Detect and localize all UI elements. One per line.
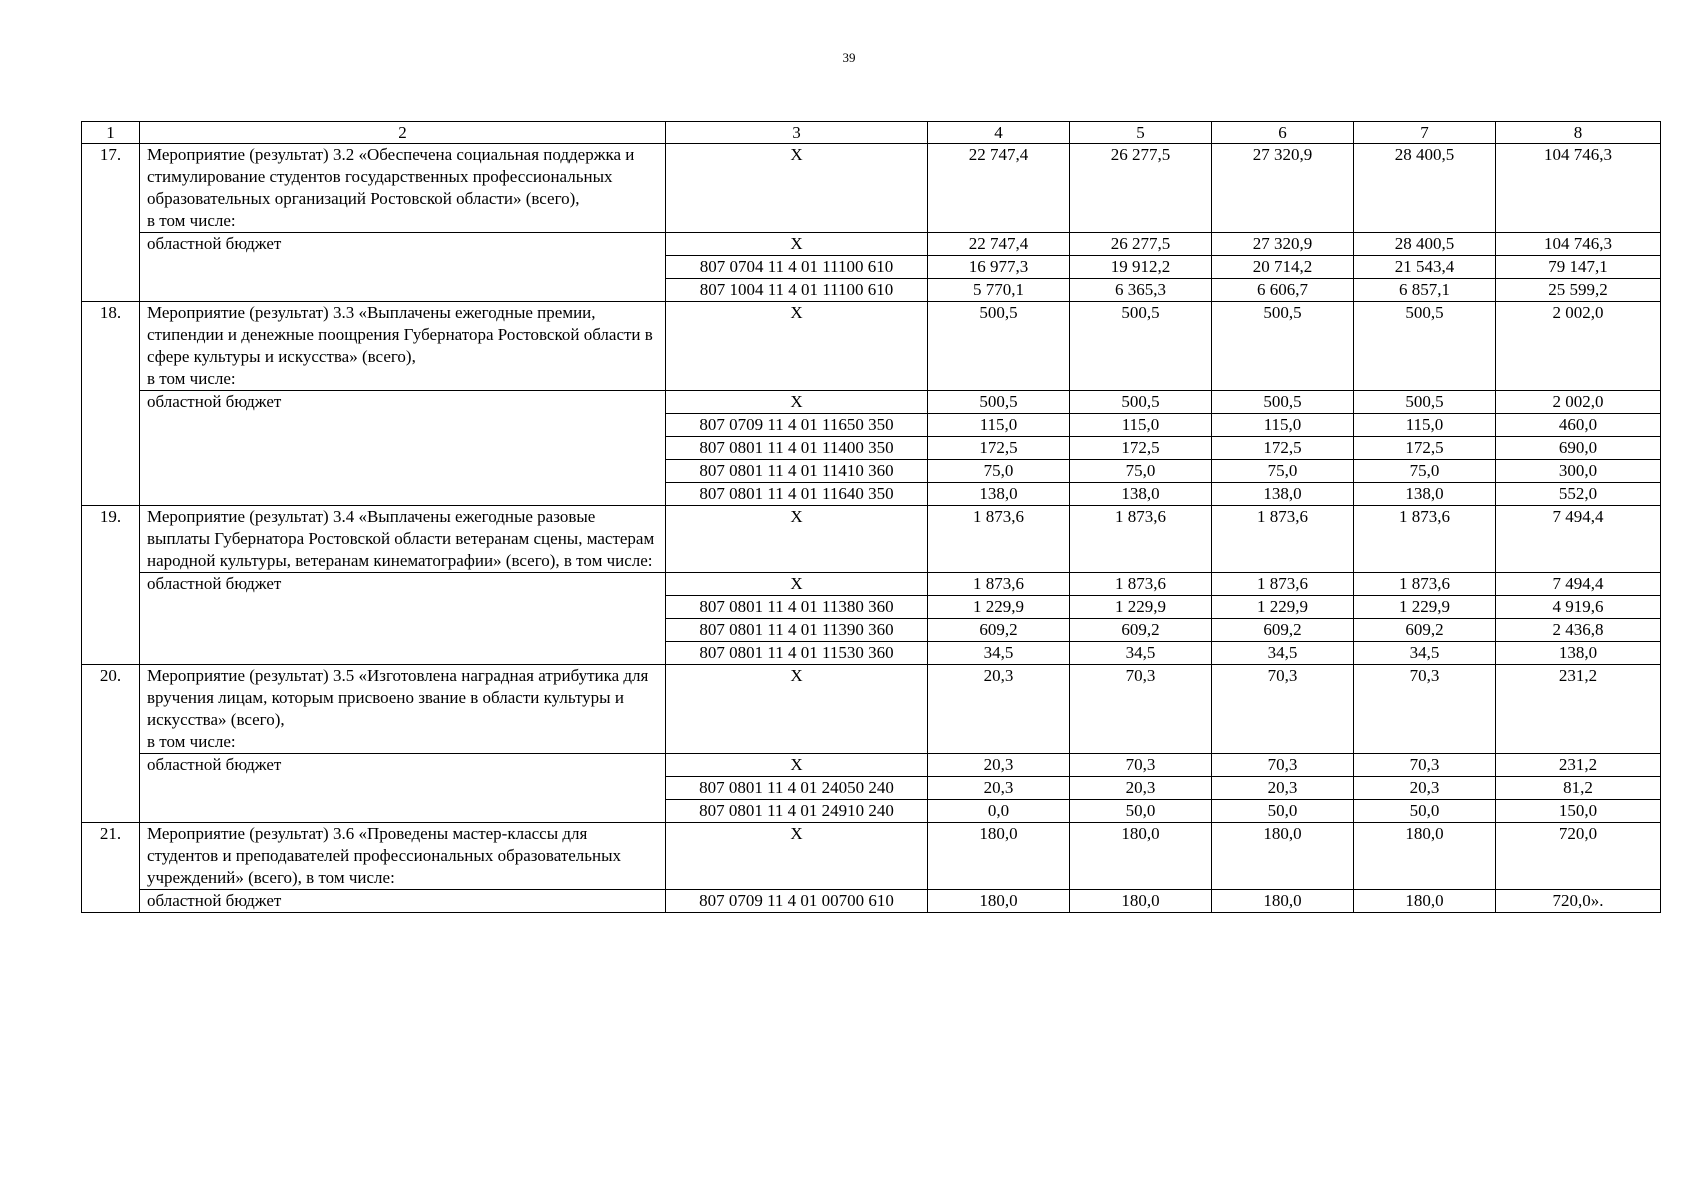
- budget-label: областной бюджет: [140, 573, 666, 665]
- budget-code: Х: [666, 573, 928, 596]
- amount-cell: 34,5: [928, 642, 1070, 665]
- column-number: 2: [140, 122, 666, 144]
- amount-cell: 115,0: [928, 414, 1070, 437]
- activity-title: Мероприятие (результат) 3.6 «Проведены мастер-классы для студентов и преподавателей профессиональных образовательных учреждений» (всего), в том числе:: [147, 824, 622, 887]
- activity-description: [140, 665, 666, 754]
- amount-cell: 500,5: [1354, 302, 1496, 391]
- amount-cell: 2 002,0: [1496, 391, 1661, 414]
- amount-cell: 19 912,2: [1070, 256, 1212, 279]
- activity-title-suffix: в том числе:: [147, 732, 236, 751]
- amount-cell: 172,5: [1212, 437, 1354, 460]
- amount-cell: 1 229,9: [1070, 596, 1212, 619]
- activity-description: [140, 506, 666, 573]
- budget-row: [82, 573, 1661, 596]
- amount-cell: 50,0: [1354, 800, 1496, 823]
- amount-cell: 20,3: [928, 754, 1070, 777]
- amount-cell: 720,0: [1496, 823, 1661, 890]
- budget-code: Х: [666, 302, 928, 391]
- amount-cell: 20,3: [928, 777, 1070, 800]
- amount-cell: 20,3: [1354, 777, 1496, 800]
- table-body: [82, 122, 1661, 913]
- amount-cell: 180,0: [928, 823, 1070, 890]
- amount-cell: 180,0: [1354, 890, 1496, 913]
- amount-cell: 1 229,9: [1212, 596, 1354, 619]
- budget-code: Х: [666, 233, 928, 256]
- amount-cell: 104 746,3: [1496, 144, 1661, 233]
- amount-cell: 180,0: [1212, 823, 1354, 890]
- amount-cell: 7 494,4: [1496, 573, 1661, 596]
- amount-cell: 138,0: [1496, 642, 1661, 665]
- budget-code: 807 0709 11 4 01 11650 350: [666, 414, 928, 437]
- column-number: 5: [1070, 122, 1212, 144]
- column-number: 8: [1496, 122, 1661, 144]
- amount-cell: 690,0: [1496, 437, 1661, 460]
- amount-cell: 70,3: [1354, 754, 1496, 777]
- activity-description: [140, 823, 666, 890]
- budget-code: 807 0801 11 4 01 11640 350: [666, 483, 928, 506]
- amount-cell: 609,2: [1354, 619, 1496, 642]
- activity-title: Мероприятие (результат) 3.4 «Выплачены ежегодные разовые выплаты Губернатора Ростовской области ветеранам сцены, мастерам народной культуры, ветеранам кинематографии» (всего), в том числе:: [147, 507, 655, 570]
- column-number: 1: [82, 122, 140, 144]
- amount-cell: 21 543,4: [1354, 256, 1496, 279]
- amount-cell: 138,0: [928, 483, 1070, 506]
- amount-cell: 34,5: [1212, 642, 1354, 665]
- amount-cell: 6 365,3: [1070, 279, 1212, 302]
- amount-cell: 70,3: [1212, 754, 1354, 777]
- amount-cell: 609,2: [1070, 619, 1212, 642]
- budget-row: [82, 233, 1661, 256]
- amount-cell: 720,0».: [1496, 890, 1661, 913]
- amount-cell: 180,0: [1070, 823, 1212, 890]
- amount-cell: 138,0: [1070, 483, 1212, 506]
- amount-cell: 27 320,9: [1212, 144, 1354, 233]
- amount-cell: 1 873,6: [1212, 506, 1354, 573]
- budget-code: 807 0801 11 4 01 24910 240: [666, 800, 928, 823]
- page-number: 39: [842, 50, 856, 65]
- amount-cell: 34,5: [1070, 642, 1212, 665]
- budget-code: 807 0801 11 4 01 11380 360: [666, 596, 928, 619]
- amount-cell: 552,0: [1496, 483, 1661, 506]
- column-number: 4: [928, 122, 1070, 144]
- amount-cell: 500,5: [928, 302, 1070, 391]
- column-number: 7: [1354, 122, 1496, 144]
- row-number: 21.: [82, 823, 140, 913]
- budget-code: 807 0801 11 4 01 11530 360: [666, 642, 928, 665]
- budget-code: 807 0704 11 4 01 11100 610: [666, 256, 928, 279]
- amount-cell: 138,0: [1354, 483, 1496, 506]
- activity-row: [82, 665, 1661, 754]
- amount-cell: 50,0: [1070, 800, 1212, 823]
- amount-cell: 20,3: [1212, 777, 1354, 800]
- amount-cell: 75,0: [1212, 460, 1354, 483]
- amount-cell: 150,0: [1496, 800, 1661, 823]
- amount-cell: 138,0: [1212, 483, 1354, 506]
- amount-cell: 70,3: [1070, 754, 1212, 777]
- amount-cell: 1 873,6: [1354, 506, 1496, 573]
- activity-row: [82, 506, 1661, 573]
- amount-cell: 500,5: [928, 391, 1070, 414]
- amount-cell: 5 770,1: [928, 279, 1070, 302]
- amount-cell: 75,0: [1354, 460, 1496, 483]
- amount-cell: 231,2: [1496, 665, 1661, 754]
- budget-code: 807 0801 11 4 01 11410 360: [666, 460, 928, 483]
- amount-cell: 25 599,2: [1496, 279, 1661, 302]
- amount-cell: 1 873,6: [1212, 573, 1354, 596]
- amount-cell: 22 747,4: [928, 233, 1070, 256]
- amount-cell: 27 320,9: [1212, 233, 1354, 256]
- amount-cell: 7 494,4: [1496, 506, 1661, 573]
- amount-cell: 75,0: [928, 460, 1070, 483]
- amount-cell: 28 400,5: [1354, 144, 1496, 233]
- amount-cell: 1 229,9: [1354, 596, 1496, 619]
- amount-cell: 20,3: [1070, 777, 1212, 800]
- amount-cell: 609,2: [928, 619, 1070, 642]
- activity-title-suffix: в том числе:: [147, 369, 236, 388]
- amount-cell: 180,0: [1070, 890, 1212, 913]
- amount-cell: 460,0: [1496, 414, 1661, 437]
- budget-code: Х: [666, 665, 928, 754]
- amount-cell: 1 873,6: [1070, 506, 1212, 573]
- amount-cell: 500,5: [1070, 302, 1212, 391]
- budget-label: областной бюджет: [140, 233, 666, 302]
- budget-code: 807 0709 11 4 01 00700 610: [666, 890, 928, 913]
- amount-cell: 172,5: [1070, 437, 1212, 460]
- budget-row: [82, 754, 1661, 777]
- amount-cell: 34,5: [1354, 642, 1496, 665]
- budget-label: областной бюджет: [140, 754, 666, 823]
- column-number: 3: [666, 122, 928, 144]
- amount-cell: 115,0: [1212, 414, 1354, 437]
- amount-cell: 500,5: [1212, 391, 1354, 414]
- amount-cell: 20 714,2: [1212, 256, 1354, 279]
- activity-row: [82, 144, 1661, 233]
- amount-cell: 79 147,1: [1496, 256, 1661, 279]
- amount-cell: 20,3: [928, 665, 1070, 754]
- budget-label: областной бюджет: [140, 391, 666, 506]
- amount-cell: 1 873,6: [928, 573, 1070, 596]
- row-number: 17.: [82, 144, 140, 302]
- amount-cell: 500,5: [1070, 391, 1212, 414]
- amount-cell: 16 977,3: [928, 256, 1070, 279]
- amount-cell: 180,0: [1354, 823, 1496, 890]
- budget-code: Х: [666, 144, 928, 233]
- amount-cell: 104 746,3: [1496, 233, 1661, 256]
- amount-cell: 1 873,6: [1070, 573, 1212, 596]
- amount-cell: 300,0: [1496, 460, 1661, 483]
- amount-cell: 70,3: [1354, 665, 1496, 754]
- activity-description: [140, 144, 666, 233]
- budget-code: 807 0801 11 4 01 11390 360: [666, 619, 928, 642]
- amount-cell: 2 436,8: [1496, 619, 1661, 642]
- amount-cell: 50,0: [1212, 800, 1354, 823]
- amount-cell: 1 229,9: [928, 596, 1070, 619]
- amount-cell: 500,5: [1354, 391, 1496, 414]
- row-number: 20.: [82, 665, 140, 823]
- amount-cell: 26 277,5: [1070, 144, 1212, 233]
- amount-cell: 22 747,4: [928, 144, 1070, 233]
- amount-cell: 81,2: [1496, 777, 1661, 800]
- budget-code: 807 0801 11 4 01 11400 350: [666, 437, 928, 460]
- amount-cell: 6 857,1: [1354, 279, 1496, 302]
- amount-cell: 172,5: [1354, 437, 1496, 460]
- amount-cell: 75,0: [1070, 460, 1212, 483]
- amount-cell: 1 873,6: [928, 506, 1070, 573]
- budget-code: 807 0801 11 4 01 24050 240: [666, 777, 928, 800]
- amount-cell: 172,5: [928, 437, 1070, 460]
- column-number-row: [82, 122, 1661, 144]
- amount-cell: 609,2: [1212, 619, 1354, 642]
- activity-row: [82, 823, 1661, 890]
- row-number: 19.: [82, 506, 140, 665]
- budget-code: 807 1004 11 4 01 11100 610: [666, 279, 928, 302]
- amount-cell: 28 400,5: [1354, 233, 1496, 256]
- budget-code: Х: [666, 506, 928, 573]
- amount-cell: 1 873,6: [1354, 573, 1496, 596]
- activity-row: [82, 302, 1661, 391]
- row-number: 18.: [82, 302, 140, 506]
- amount-cell: 26 277,5: [1070, 233, 1212, 256]
- amount-cell: 115,0: [1070, 414, 1212, 437]
- amount-cell: 70,3: [1212, 665, 1354, 754]
- activity-description: [140, 302, 666, 391]
- budget-row: [82, 391, 1661, 414]
- activity-title-suffix: в том числе:: [147, 211, 236, 230]
- amount-cell: 2 002,0: [1496, 302, 1661, 391]
- amount-cell: 180,0: [1212, 890, 1354, 913]
- budget-row: [82, 890, 1661, 913]
- amount-cell: 231,2: [1496, 754, 1661, 777]
- activity-title: Мероприятие (результат) 3.5 «Изготовлена наградная атрибутика для вручения лицам, которым присвоено звание в области культуры и искусства» (всего),: [147, 666, 649, 729]
- amount-cell: 4 919,6: [1496, 596, 1661, 619]
- amount-cell: 500,5: [1212, 302, 1354, 391]
- budget-label: областной бюджет: [140, 890, 666, 913]
- amount-cell: 6 606,7: [1212, 279, 1354, 302]
- column-number: 6: [1212, 122, 1354, 144]
- budget-code: Х: [666, 391, 928, 414]
- amount-cell: 180,0: [928, 890, 1070, 913]
- budget-code: Х: [666, 754, 928, 777]
- activity-title: Мероприятие (результат) 3.2 «Обеспечена социальная поддержка и стимулирование студентов государственных профессиональных образовательных организаций Ростовской области» (всего),: [147, 145, 635, 208]
- amount-cell: 0,0: [928, 800, 1070, 823]
- amount-cell: 115,0: [1354, 414, 1496, 437]
- amount-cell: 70,3: [1070, 665, 1212, 754]
- budget-table: [81, 121, 1661, 913]
- budget-code: Х: [666, 823, 928, 890]
- activity-title: Мероприятие (результат) 3.3 «Выплачены ежегодные премии, стипендии и денежные поощрения Губернатора Ростовской области в сфере культуры и искусства» (всего),: [147, 303, 653, 366]
